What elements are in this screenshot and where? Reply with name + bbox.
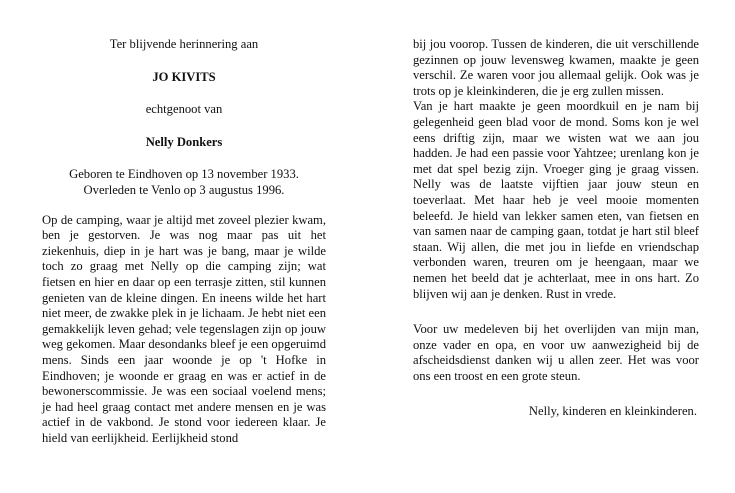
memorial-text: Op de camping, waar je altijd met zoveel plezier kwam, ben je gestorven. Je was nog maar pas uit het ziekenhuis, diep in je hart was je bang, maar je wilde toch zo graag met Nelly op die camping zijn; wat fietsen en hier en daar op een terrasje zitten, stil kunnen genieten van de kleine dingen. En ineens wilde het hart niet meer, de zwakke plek in je lichaam. Je hebt niet een gemakkelijk leven gehad; vele tegenslagen zijn op jouw weg gekomen. Maar desondanks bleef je een opgeruimd mens. Sinds een jaar woonde je op 't Hofke in Eindhoven; je woonde er graag en was er actief in de bewonerscommissie. Je was een sociaal voelend mens; je had heel graag contact met andere mensen en je was actief in de vakbond. Je stond voor iedereen klaar. Je hield van eerlijkheid. Eerlijkheid stond bbox=[42, 212, 326, 445]
left-column bbox=[42, 37, 326, 446]
deceased-name: JO KIVITS bbox=[152, 69, 216, 84]
birth-line: Geboren te Eindhoven op 13 november 1933. bbox=[69, 167, 299, 182]
relation-line: echtgenoot van bbox=[145, 102, 223, 117]
death-line: Overleden te Venlo op 3 augustus 1996. bbox=[83, 182, 285, 197]
signature-line: Nelly, kinderen en kleinkinderen. bbox=[528, 404, 697, 419]
spouse-name: Nelly Donkers bbox=[145, 134, 223, 149]
intro-line: Ter blijvende herinnering aan bbox=[109, 37, 259, 51]
thanks-paragraph: Voor uw medeleven bij het overlijden van mijn man, onze vader en opa, en voor uw aanwezigheid bij de afscheidsdienst danken wij u allen zeer. Het was voor ons een troost en een grote steun. bbox=[413, 322, 699, 383]
continuation-paragraph: bij jou voorop. Tussen de kinderen, die uit verschillende gezinnen op jouw levensweg kwamen, maakte je geen verschil. Ze waren voor jou allemaal gelijk. Ook was je trots op je kleinkinderen, die je erg zullen missen. bbox=[413, 37, 699, 98]
memories-paragraph: Van je hart maakte je geen moordkuil en je nam bij gelegenheid geen blad voor de mond. Soms kon je wel eens driftig zijn, maar we wisten wat we aan jou hadden. Je had een passie voor Yahtzee; urenlang kon je met dat spel bezig zijn. Vroeger ging je graag vissen. Nelly was de laatste vijftien jaar jouw steun en toeverlaat. Met haar heb je veel mooie momenten beleefd. Je hield van lekker samen eten, van fietsen en van samen naar de camping gaan, totdat je hart stil bleef staan. Wij allen, die met jou in liefde en vriendschap verbonden waren, treuren om je heengaan, maar we nemen het beeld dat je achterlaat, mee in ons hart. Zo blijven wij aan je denken. Rust in vrede. bbox=[413, 99, 699, 301]
right-column bbox=[413, 37, 699, 420]
